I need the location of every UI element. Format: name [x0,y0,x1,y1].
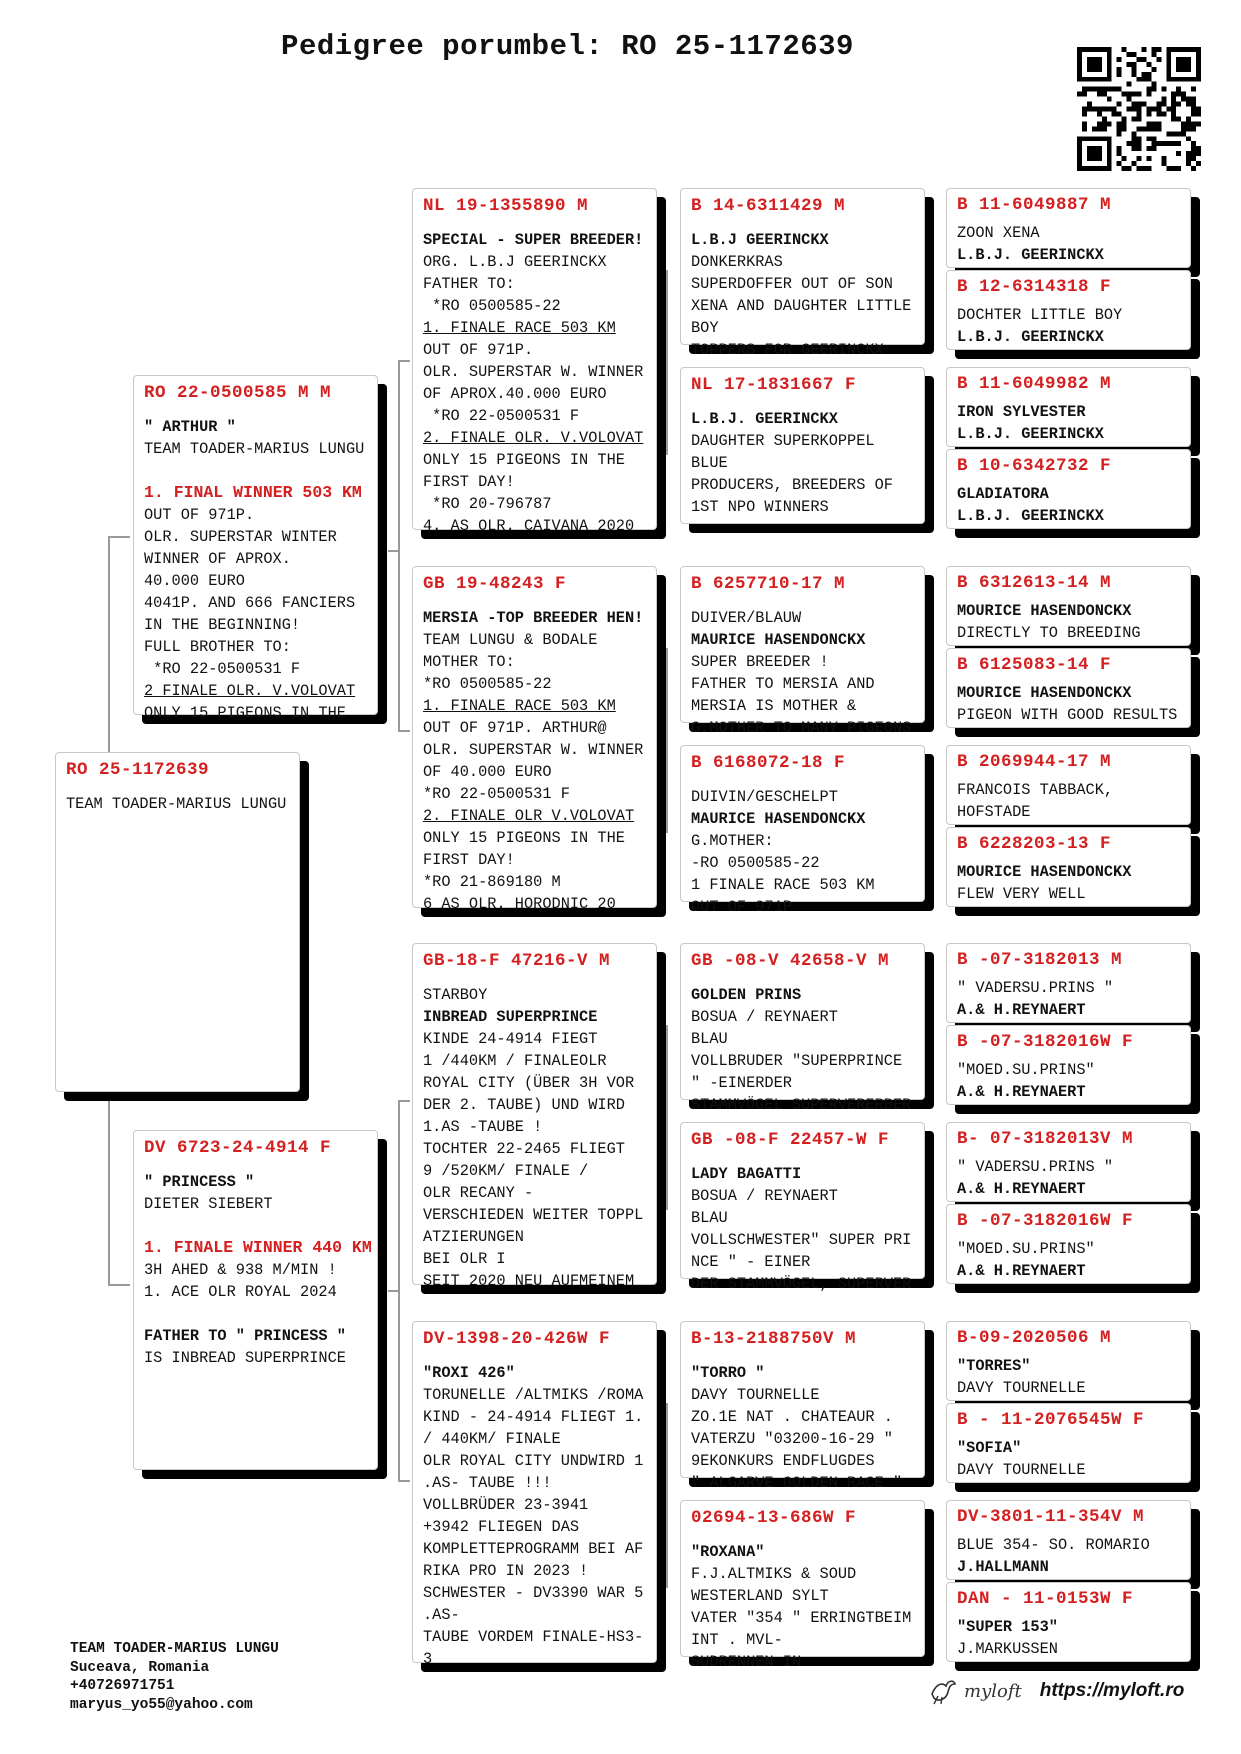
card-text-line: BLAU [691,1209,728,1227]
sire-card[interactable] [133,375,378,722]
card-text-line: A.& H.REYNAERT [957,1262,1086,1280]
card-text-line: TEAM LUNGU & BODALE [423,631,598,649]
card-text-line: 1.AS -TAUBE ! [423,1118,543,1136]
card-text-line: L.B.J. GEERINCKX [957,507,1104,525]
ancestor-card[interactable] [946,449,1191,529]
ring-number: B 2069944-17 M [957,752,1112,772]
ring-number: B -07-3182016W F [957,1211,1134,1231]
card-text-line: FATHER TO " PRINCESS " [144,1327,346,1345]
card-text-line: BLAU [691,1030,728,1048]
grandparent-card[interactable] [412,566,657,913]
card-text-line: PRODUCERS, BREEDERS OF [691,476,893,494]
ring-number: GB -08-F 22457-W F [691,1130,890,1150]
card-text-line: " VADERSU.PRINS " [957,979,1114,997]
card-text-line: 1ST NPO WINNERS [691,498,829,516]
card-text-line: IN THE BEGINNING! [144,616,301,634]
card-text-line: 1. ACE OLR ROYAL 2024 [144,1283,337,1301]
breeder-email[interactable]: maryus_yo55@yahoo.com [70,1696,253,1713]
card-text-line: STAMMVÖGEL SUPERVERERBER [691,1096,912,1114]
great-grandparent-card[interactable] [680,1122,925,1293]
card-text-line: ORG. L.B.J GEERINCKX [423,253,607,271]
card-text-line: A.& H.REYNAERT [957,1083,1086,1101]
great-grandparent-card[interactable] [680,1500,925,1671]
card-text-line: 4. AS OLR. CAIVANA 2020 [423,517,635,535]
page-title: Pedigree porumbel: RO 25-1172639 [281,30,854,63]
card-text-line: MERSIA IS MOTHER & [691,697,857,715]
card-text-line: TOCHTER 22-2465 FLIEGT [423,1140,625,1158]
card-text-line: TEAM TOADER-MARIUS LUNGU [144,440,365,458]
card-text-line: " ALGARVE GOLDEN RACE " [691,1474,903,1492]
breeder-city: Suceava, Romania [70,1659,210,1676]
card-text-line: FATHER TO: [423,275,515,293]
card-text-line: "ROXANA" [691,1543,765,1561]
brand-footer [928,1676,1184,1706]
card-text-line: G.MOTHER TO MANY PIGEONS [691,719,912,737]
ring-number: B 12-6314318 F [957,277,1112,297]
card-text-line [144,1303,367,1325]
ring-number: B -07-3182016W F [957,1032,1134,1052]
card-text-line: OLR ROYAL CITY UNDWIRD 1 [423,1452,644,1470]
card-text-line: OUT OF 971P. [144,506,255,524]
card-text-line: OUT OF 971P [691,898,792,916]
card-text-line: DAVY TOURNELLE [691,1386,820,1404]
ring-number: 02694-13-686W F [691,1508,857,1528]
ring-number: B 6125083-14 F [957,655,1112,675]
card-text-line: 4041P. AND 666 FANCIERS [144,594,356,612]
card-text-line: VATERZU "03200-16-29 " [691,1430,893,1448]
card-text-line: DUIVIN/GESCHELPT [691,788,838,806]
great-grandparent-card[interactable] [680,745,925,916]
card-text-line: OF 40.000 EURO [423,763,552,781]
card-text-line: FULL BROTHER TO: [144,638,291,656]
card-text-line: *RO 22-0500531 F [423,785,570,803]
card-text-line: VOLLSCHWESTER" SUPER PRI [691,1231,912,1249]
card-text-line: BOSUA / REYNAERT [691,1008,838,1026]
card-text-line: FIRST DAY! [423,851,515,869]
card-text-line: VATER "354 " ERRINGTBEIM [691,1609,912,1627]
card-text-line: G.MOTHER: [691,832,774,850]
card-text-line: L.B.J. GEERINCKX [957,328,1104,346]
card-text-line: ATZIERUNGEN [423,1228,524,1246]
card-text-line: SCHWESTER - DV3390 WAR 5 [423,1584,644,1602]
card-text-line: 1. FINALE RACE 503 KM [423,319,616,337]
card-text-line: 3 [423,1650,433,1668]
myloft-link[interactable]: https://myloft.ro [1039,1680,1185,1701]
card-text-line: "SOFIA" [957,1439,1022,1457]
card-text-line: BOY [691,319,719,337]
ring-number: B - 11-2076545W F [957,1410,1145,1430]
card-text-line: SUPER BREEDER ! [691,653,829,671]
card-text-line: DAVY TOURNELLE [957,1461,1086,1479]
card-text-line: BEI OLR I [423,1250,506,1268]
ring-number: DV 6723-24-4914 F [144,1138,332,1158]
ring-number: GB-18-F 47216-V M [423,951,611,971]
ancestor-card[interactable] [946,1582,1191,1662]
card-text-line: SPECIAL - SUPER BREEDER! [423,231,644,249]
card-text-line: FRANCOIS TABBACK, [957,781,1114,799]
great-grandparent-card[interactable] [680,943,925,1114]
ring-number: B-13-2188750V M [691,1329,857,1349]
card-text-line: PIGEON WITH GOOD RESULTS [957,706,1178,724]
card-text-line: *RO 0500585-22 [423,297,561,315]
card-text-line: 9EKONKURS ENDFLUGDES [691,1452,875,1470]
card-text-line: DUIVER/BLAUW [691,609,802,627]
card-text-line: A.& H.REYNAERT [957,1180,1086,1198]
card-text-line: OUT OF 971P. ARTHUR@ [423,719,607,737]
card-text-line: "MOED.SU.PRINS" [957,1240,1095,1258]
card-text-line: J.HALLMANN [957,1558,1049,1576]
card-text-line: NCE " - EINER [691,1253,811,1271]
card-text-line: FIRST DAY! [423,473,515,491]
ring-number: RO 25-1172639 [66,760,210,780]
card-text-line: .AS- TAUBE !!! [423,1474,552,1492]
card-text-line: GOLDEN PRINS [691,986,802,1004]
card-text-line: VERSCHIEDEN WEITER TOPPL [423,1206,644,1224]
card-text-line: L.B.J. GEERINCKX [957,425,1104,443]
card-text-line: .AS- [423,1606,460,1624]
card-text-line: 6 AS OLR. HORODNIC 20 [423,895,616,913]
card-text-line: OLR. SUPERSTAR W. WINNER [423,741,644,759]
ring-number: B 6168072-18 F [691,753,846,773]
card-text-line: INBREAD SUPERPRINCE [423,1008,598,1026]
card-text-line: DAVY TOURNELLE [957,1379,1086,1397]
card-text-line: KOMPLETTEPROGRAMM BEI AF [423,1540,644,1558]
ring-number: NL 17-1831667 F [691,375,857,395]
card-text-line: "TORRES" [957,1357,1031,1375]
card-text-line: DONKERKRAS [691,253,783,271]
card-text-line: L.B.J GEERINCKX [691,231,829,249]
dam-card[interactable] [133,1130,378,1470]
ring-number: DV-1398-20-426W F [423,1329,611,1349]
card-text-line: SEIT 2020 NEU AUFMEINEM [423,1272,635,1290]
myloft-logo [928,1676,1022,1706]
ancestor-card[interactable] [946,1403,1191,1483]
card-text-line: 9 /520KM/ FINALE / [423,1162,589,1180]
ring-number: B 6228203-13 F [957,834,1112,854]
card-text-line: IS INBREAD SUPERPRINCE [144,1349,346,1367]
card-text-line: 2. FINALE OLR V.VOLOVAT [423,807,635,825]
great-grandparent-card[interactable] [680,188,925,359]
card-text-line: STARBOY [423,986,488,1004]
card-text-line: ONLY 15 PIGEONS IN THE [423,829,625,847]
grandparent-card[interactable] [412,943,657,1290]
card-text-line: MOURICE HASENDONCKX [957,863,1132,881]
ring-number: B 6312613-14 M [957,573,1112,593]
card-text-line: 1 FINALE RACE 503 KM [691,876,875,894]
ancestor-card[interactable] [946,1500,1191,1580]
card-text-line: DER 2. TAUBE) UND WIRD [423,1096,625,1114]
card-text-line: GLADIATORA [957,485,1049,503]
card-text-line: ZOON XENA [957,224,1040,242]
card-text-line: 1. FINALE RACE 503 KM [423,697,616,715]
card-text-line: SUPERDOFFER OUT OF SON [691,275,893,293]
card-text-line: "TORRO " [691,1364,765,1382]
card-text-line: 3H AHED & 938 M/MIN ! [144,1261,337,1279]
card-text-line: " -EINERDER [691,1074,792,1092]
card-text-line: VOLLBRÜDER 23-3941 [423,1496,589,1514]
card-text-line: 2. FINALE OLR. V.VOLOVAT [423,429,644,447]
card-text-line: MERSIA -TOP BREEDER HEN! [423,609,644,627]
card-text-line: 40.000 EURO [144,572,245,590]
ring-number: B 6257710-17 M [691,574,846,594]
card-text-line: DOCHTER LITTLE BOY [957,306,1123,324]
card-text-line: DIETER SIEBERT [144,1195,273,1213]
ancestor-card[interactable] [946,1025,1191,1105]
card-text-line: WESTERLAND SYLT [691,1587,829,1605]
subject-pigeon-card[interactable] [55,752,300,1092]
card-text-line: *RO 22-0500531 F [423,407,580,425]
ring-number: B 11-6049982 M [957,374,1112,394]
grandparent-card[interactable] [412,1321,657,1668]
bird-icon [928,1676,958,1706]
card-text-line: MAURICE HASENDONCKX [691,810,866,828]
card-text-line: J.MARKUSSEN [957,1640,1058,1658]
great-grandparent-card[interactable] [680,566,925,737]
card-text-line: " ARTHUR " [144,418,236,436]
card-text-line: INT . MVL- [691,1631,783,1649]
ring-number: B- 07-3182013V M [957,1129,1134,1149]
card-text-line: IRON SYLVESTER [957,403,1086,421]
card-text-line: VOLLBRUDER "SUPERPRINCE [691,1052,903,1070]
card-text-line: LADY BAGATTI [691,1165,802,1183]
card-text-line: "MOED.SU.PRINS" [957,1061,1095,1079]
card-text-line: BLUE 354- SO. ROMARIO [957,1536,1150,1554]
card-text-line: DER STAMMVÖGEL, SUPERVER [691,1275,912,1293]
card-text-line: TOPPERS FOR GEERINCKX [691,341,884,359]
card-text-line: OLR RECANY - [423,1184,534,1202]
card-text-line: KINDE 24-4914 FIEGT [423,1030,598,1048]
card-text-line: -RO 0500585-22 [691,854,820,872]
card-text-line: KIND - 24-4914 FLIEGT 1. [423,1408,644,1426]
great-grandparent-card[interactable] [680,367,925,524]
breeder-name: TEAM TOADER-MARIUS LUNGU [70,1641,279,1657]
card-text-line: HOFSTADE [957,803,1031,821]
card-text-line: +3942 FLIEGEN DAS [423,1518,580,1536]
ring-number: GB 19-48243 F [423,574,567,594]
card-text-line: 1. FINAL WINNER 503 KM [144,483,362,502]
ring-number: NL 19-1355890 M [423,196,589,216]
card-text-line: "SUPER 153" [957,1618,1058,1636]
card-text-line: ZO.1E NAT . CHATEAUR . [691,1408,893,1426]
ring-number: GB -08-V 42658-V M [691,951,890,971]
ancestor-card[interactable] [946,188,1191,268]
card-text-line: TAUBE VORDEM FINALE-HS3- [423,1628,644,1646]
card-text-line: DAUGHTER SUPERKOPPEL [691,432,875,450]
ring-number: B 10-6342732 F [957,456,1112,476]
ancestor-card[interactable] [946,1321,1191,1401]
ancestor-card[interactable] [946,1122,1191,1202]
card-text-line: MAURICE HASENDONCKX [691,631,866,649]
card-text-line: L.B.J. GEERINCKX [691,410,838,428]
card-text-line: 1. FINALE WINNER 440 KM [144,1238,372,1257]
card-text-line: MOURICE HASENDONCKX [957,684,1132,702]
card-text-line: BLUE [691,454,728,472]
card-text-line: TEAM TOADER-MARIUS LUNGU [66,795,287,813]
card-text-line: OUT OF 971P. [423,341,534,359]
card-text-line: OLR. SUPERSTAR W. WINNER [423,363,644,381]
myloft-logo-text: myloft [964,1680,1022,1702]
ring-number: B 11-6049887 M [957,195,1112,215]
card-text-line: TORUNELLE /ALTMIKS /ROMA [423,1386,644,1404]
breeder-phone: +40726971751 [70,1678,175,1694]
ancestor-card[interactable] [946,367,1191,447]
card-text-line: 1 /440KM / FINALEOLR [423,1052,607,1070]
card-text-line: F.J.ALTMIKS & SOUD [691,1565,857,1583]
card-text-line: MOURICE HASENDONCKX [957,602,1132,620]
card-text-line: A.& H.REYNAERT [957,1001,1086,1019]
card-text-line: ONLY 15 PIGEONS IN THE [144,704,346,722]
card-text-line: *RO 0500585-22 [423,675,552,693]
card-text-line: BOSUA / REYNAERT [691,1187,838,1205]
card-text-line: FLEW VERY WELL [957,885,1086,903]
card-text-line: OLR. SUPERSTAR WINTER [144,528,337,546]
ring-number: B -07-3182013 M [957,950,1123,970]
breeder-contact [70,1640,279,1714]
card-text-line: FATHER TO MERSIA AND [691,675,875,693]
ring-number: RO 22-0500585 M M [144,383,332,403]
card-text-line: L.B.J. GEERINCKX [957,246,1104,264]
ancestor-card[interactable] [946,745,1191,825]
card-text-line: SUDRENNEN IN [691,1653,802,1671]
card-text-line: DIRECTLY TO BREEDING [957,624,1141,642]
card-text-line: " VADERSU.PRINS " [957,1158,1114,1176]
card-text-line: 2 FINALE OLR. V.VOLOVAT [144,682,356,700]
grandparent-card[interactable] [412,188,657,535]
card-text-line: *RO 22-0500531 F [144,660,301,678]
ancestor-card[interactable] [946,270,1191,350]
card-text-line: RIKA PRO IN 2023 ! [423,1562,589,1580]
qr-code-icon [1077,47,1201,171]
card-text-line: ROYAL CITY (ÜBER 3H VOR [423,1074,635,1092]
card-text-line: / 440KM/ FINALE [423,1430,561,1448]
card-text-line: MOTHER TO: [423,653,515,671]
card-text-line: *RO 21-869180 M [423,873,561,891]
ancestor-card[interactable] [946,648,1191,728]
ring-number: DV-3801-11-354V M [957,1507,1145,1527]
card-text-line: WINNER OF APROX. [144,550,291,568]
ancestor-card[interactable] [946,1204,1191,1284]
ring-number: DAN - 11-0153W F [957,1589,1134,1609]
card-text-line: *RO 20-796787 [423,495,552,513]
card-text-line: XENA AND DAUGHTER LITTLE [691,297,912,315]
ring-number: B 14-6311429 M [691,196,846,216]
card-text-line: " PRINCESS " [144,1173,255,1191]
ancestor-card[interactable] [946,566,1191,646]
great-grandparent-card[interactable] [680,1321,925,1492]
ring-number: B-09-2020506 M [957,1328,1112,1348]
card-text-line: OF APROX.40.000 EURO [423,385,607,403]
ancestor-card[interactable] [946,943,1191,1023]
card-text-line: "ROXI 426" [423,1364,515,1382]
card-text-line [144,460,367,482]
ancestor-card[interactable] [946,827,1191,907]
card-text-line: ONLY 15 PIGEONS IN THE [423,451,625,469]
card-text-line [144,1215,367,1237]
